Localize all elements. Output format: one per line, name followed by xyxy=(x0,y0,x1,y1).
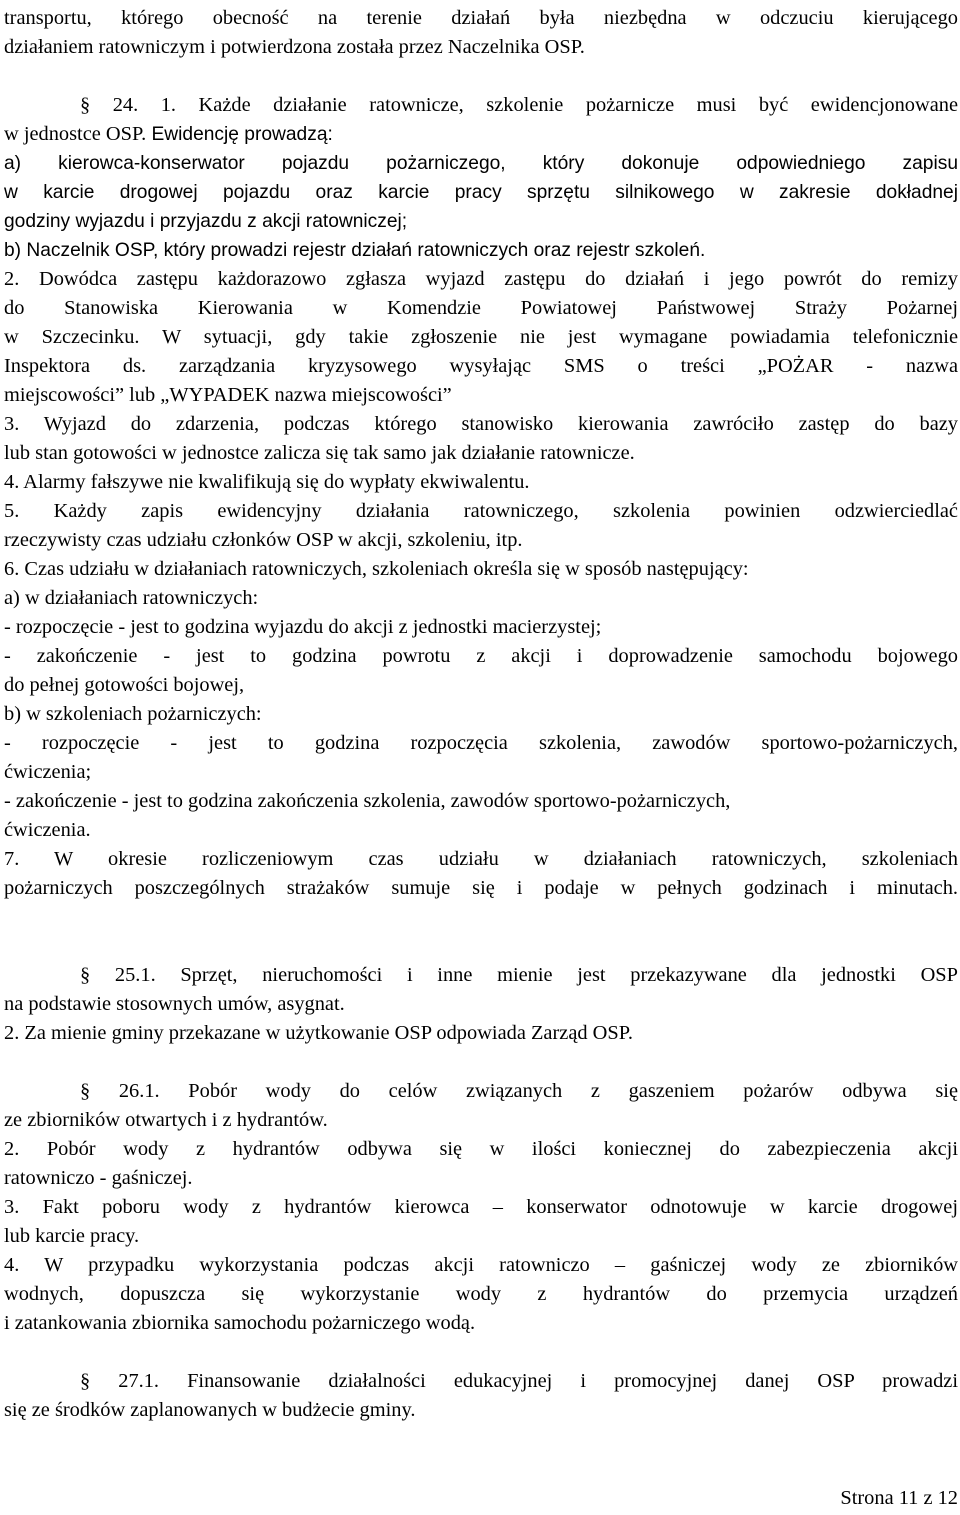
paragraph-line: godziny wyjazdu i przyjazdu z akcji ratowniczej; xyxy=(4,211,408,232)
paragraph-line: 2. Za mienie gminy przekazane w użytkowanie OSP odpowiada Zarząd OSP. xyxy=(4,1022,633,1044)
paragraph-line: na podstawie stosownych umów, asygnat. xyxy=(4,993,345,1015)
paragraph-line: 3. Wyjazd do zdarzenia, podczas którego stanowisko kierowania zawróciło zastęp do bazy xyxy=(4,413,958,435)
paragraph-line: 4. W przypadku wykorzystania podczas akcji ratowniczo – gaśniczej wody ze zbiorników xyxy=(4,1254,958,1276)
page-number-footer: Strona 11 z 12 xyxy=(840,1487,958,1509)
section-heading-25: § 25.1. Sprzęt, nieruchomości i inne mienie jest przekazywane dla jednostki OSP xyxy=(80,964,958,986)
paragraph-line: Inspektora ds. zarządzania kryzysowego wysyłając SMS o treści „POŻAR - nazwa xyxy=(4,355,958,377)
section-heading-24: § 24. 1. Każde działanie ratownicze, szkolenie pożarnicze musi być ewidencjonowane xyxy=(80,94,958,116)
paragraph-line: w karcie drogowej pojazdu oraz karcie pracy sprzętu silnikowego w zakresie dokładnej xyxy=(4,182,958,203)
paragraph-line: miejscowości” lub „WYPADEK nazwa miejscowości” xyxy=(4,384,452,406)
paragraph-line: ćwiczenia. xyxy=(4,819,91,841)
section-heading-27: § 27.1. Finansowanie działalności edukacyjnej i promocyjnej danej OSP prowadzi xyxy=(80,1370,958,1392)
paragraph-line: do pełnej gotowości bojowej, xyxy=(4,674,245,696)
spacer xyxy=(4,1048,958,1077)
paragraph-line: b) Naczelnik OSP, który prowadzi rejestr działań ratowniczych oraz rejestr szkoleń. xyxy=(4,240,706,261)
section-heading-26: § 26.1. Pobór wody do celów związanych z gaszeniem pożarów odbywa się xyxy=(80,1080,958,1102)
paragraph-line: 6. Czas udziału w działaniach ratowniczych, szkoleniach określa się w sposób następujący: xyxy=(4,558,749,580)
paragraph-line: i zatankowania zbiornika samochodu pożarniczego wodą. xyxy=(4,1312,476,1334)
paragraph-line xyxy=(4,120,958,149)
spacer xyxy=(4,1338,958,1367)
paragraph-line: działaniem ratowniczym i potwierdzona została przez Naczelnika OSP. xyxy=(4,36,585,58)
document-page xyxy=(4,4,958,1425)
paragraph-line: 7. W okresie rozliczeniowym czas udziału w działaniach ratowniczych, szkoleniach xyxy=(4,848,958,870)
paragraph-line: - zakończenie - jest to godzina zakończenia szkolenia, zawodów sportowo-pożarniczych, xyxy=(4,790,731,812)
paragraph-line: w Szczecinku. W sytuacji, gdy takie zgłoszenie nie jest wymagane powiadamia telefonicznie xyxy=(4,326,958,348)
paragraph-line: 2. Pobór wody z hydrantów odbywa się w ilości koniecznej do zabezpieczenia akcji xyxy=(4,1138,958,1160)
paragraph-line: transportu, którego obecność na terenie działań była niezbędna w odczuciu kierującego xyxy=(4,7,958,29)
text-serif: w jednostce OSP. xyxy=(4,123,147,145)
paragraph-line: ratowniczo - gaśniczej. xyxy=(4,1167,193,1189)
paragraph-line: 4. Alarmy fałszywe nie kwalifikują się do wypłaty ekwiwalentu. xyxy=(4,471,530,493)
paragraph-line: ćwiczenia; xyxy=(4,761,92,783)
paragraph-line: - zakończenie - jest to godzina powrotu z akcji i doprowadzenie samochodu bojowego xyxy=(4,645,958,667)
spacer xyxy=(4,62,958,91)
paragraph-line: rzeczywisty czas udziału członków OSP w akcji, szkoleniu, itp. xyxy=(4,529,523,551)
paragraph-line: ze zbiorników otwartych i z hydrantów. xyxy=(4,1109,328,1131)
paragraph-line: a) w działaniach ratowniczych: xyxy=(4,587,259,609)
paragraph-line: 3. Fakt poboru wody z hydrantów kierowca – konserwator odnotowuje w karcie drogowej xyxy=(4,1196,958,1218)
paragraph-line: lub karcie pracy. xyxy=(4,1225,140,1247)
paragraph-line: b) w szkoleniach pożarniczych: xyxy=(4,703,262,725)
paragraph-line: pożarniczych poszczególnych strażaków sumuje się i podaje w pełnych godzinach i minutach. xyxy=(4,877,958,899)
paragraph-line: wodnych, dopuszcza się wykorzystanie wody z hydrantów do przemycia urządzeń xyxy=(4,1283,958,1305)
paragraph-line: do Stanowiska Kierowania w Komendzie Powiatowej Państwowej Straży Pożarnej xyxy=(4,297,958,319)
paragraph-line: 5. Każdy zapis ewidencyjny działania ratowniczego, szkolenia powinien odzwierciedlać xyxy=(4,500,958,522)
paragraph-line: 2. Dowódca zastępu każdorazowo zgłasza wyjazd zastępu do działań i jego powrót do remizy xyxy=(4,268,958,290)
paragraph-line: - rozpoczęcie - jest to godzina rozpoczęcia szkolenia, zawodów sportowo-pożarniczych, xyxy=(4,732,958,754)
spacer xyxy=(4,903,958,961)
text-sans: Ewidencję prowadzą: xyxy=(146,124,333,145)
paragraph-line: lub stan gotowości w jednostce zalicza się tak samo jak działanie ratownicze. xyxy=(4,442,635,464)
paragraph-line: - rozpoczęcie - jest to godzina wyjazdu do akcji z jednostki macierzystej; xyxy=(4,616,602,638)
paragraph-line: się ze środków zaplanowanych w budżecie gminy. xyxy=(4,1399,416,1421)
paragraph-line: a) kierowca-konserwator pojazdu pożarniczego, który dokonuje odpowiedniego zapisu xyxy=(4,153,958,174)
